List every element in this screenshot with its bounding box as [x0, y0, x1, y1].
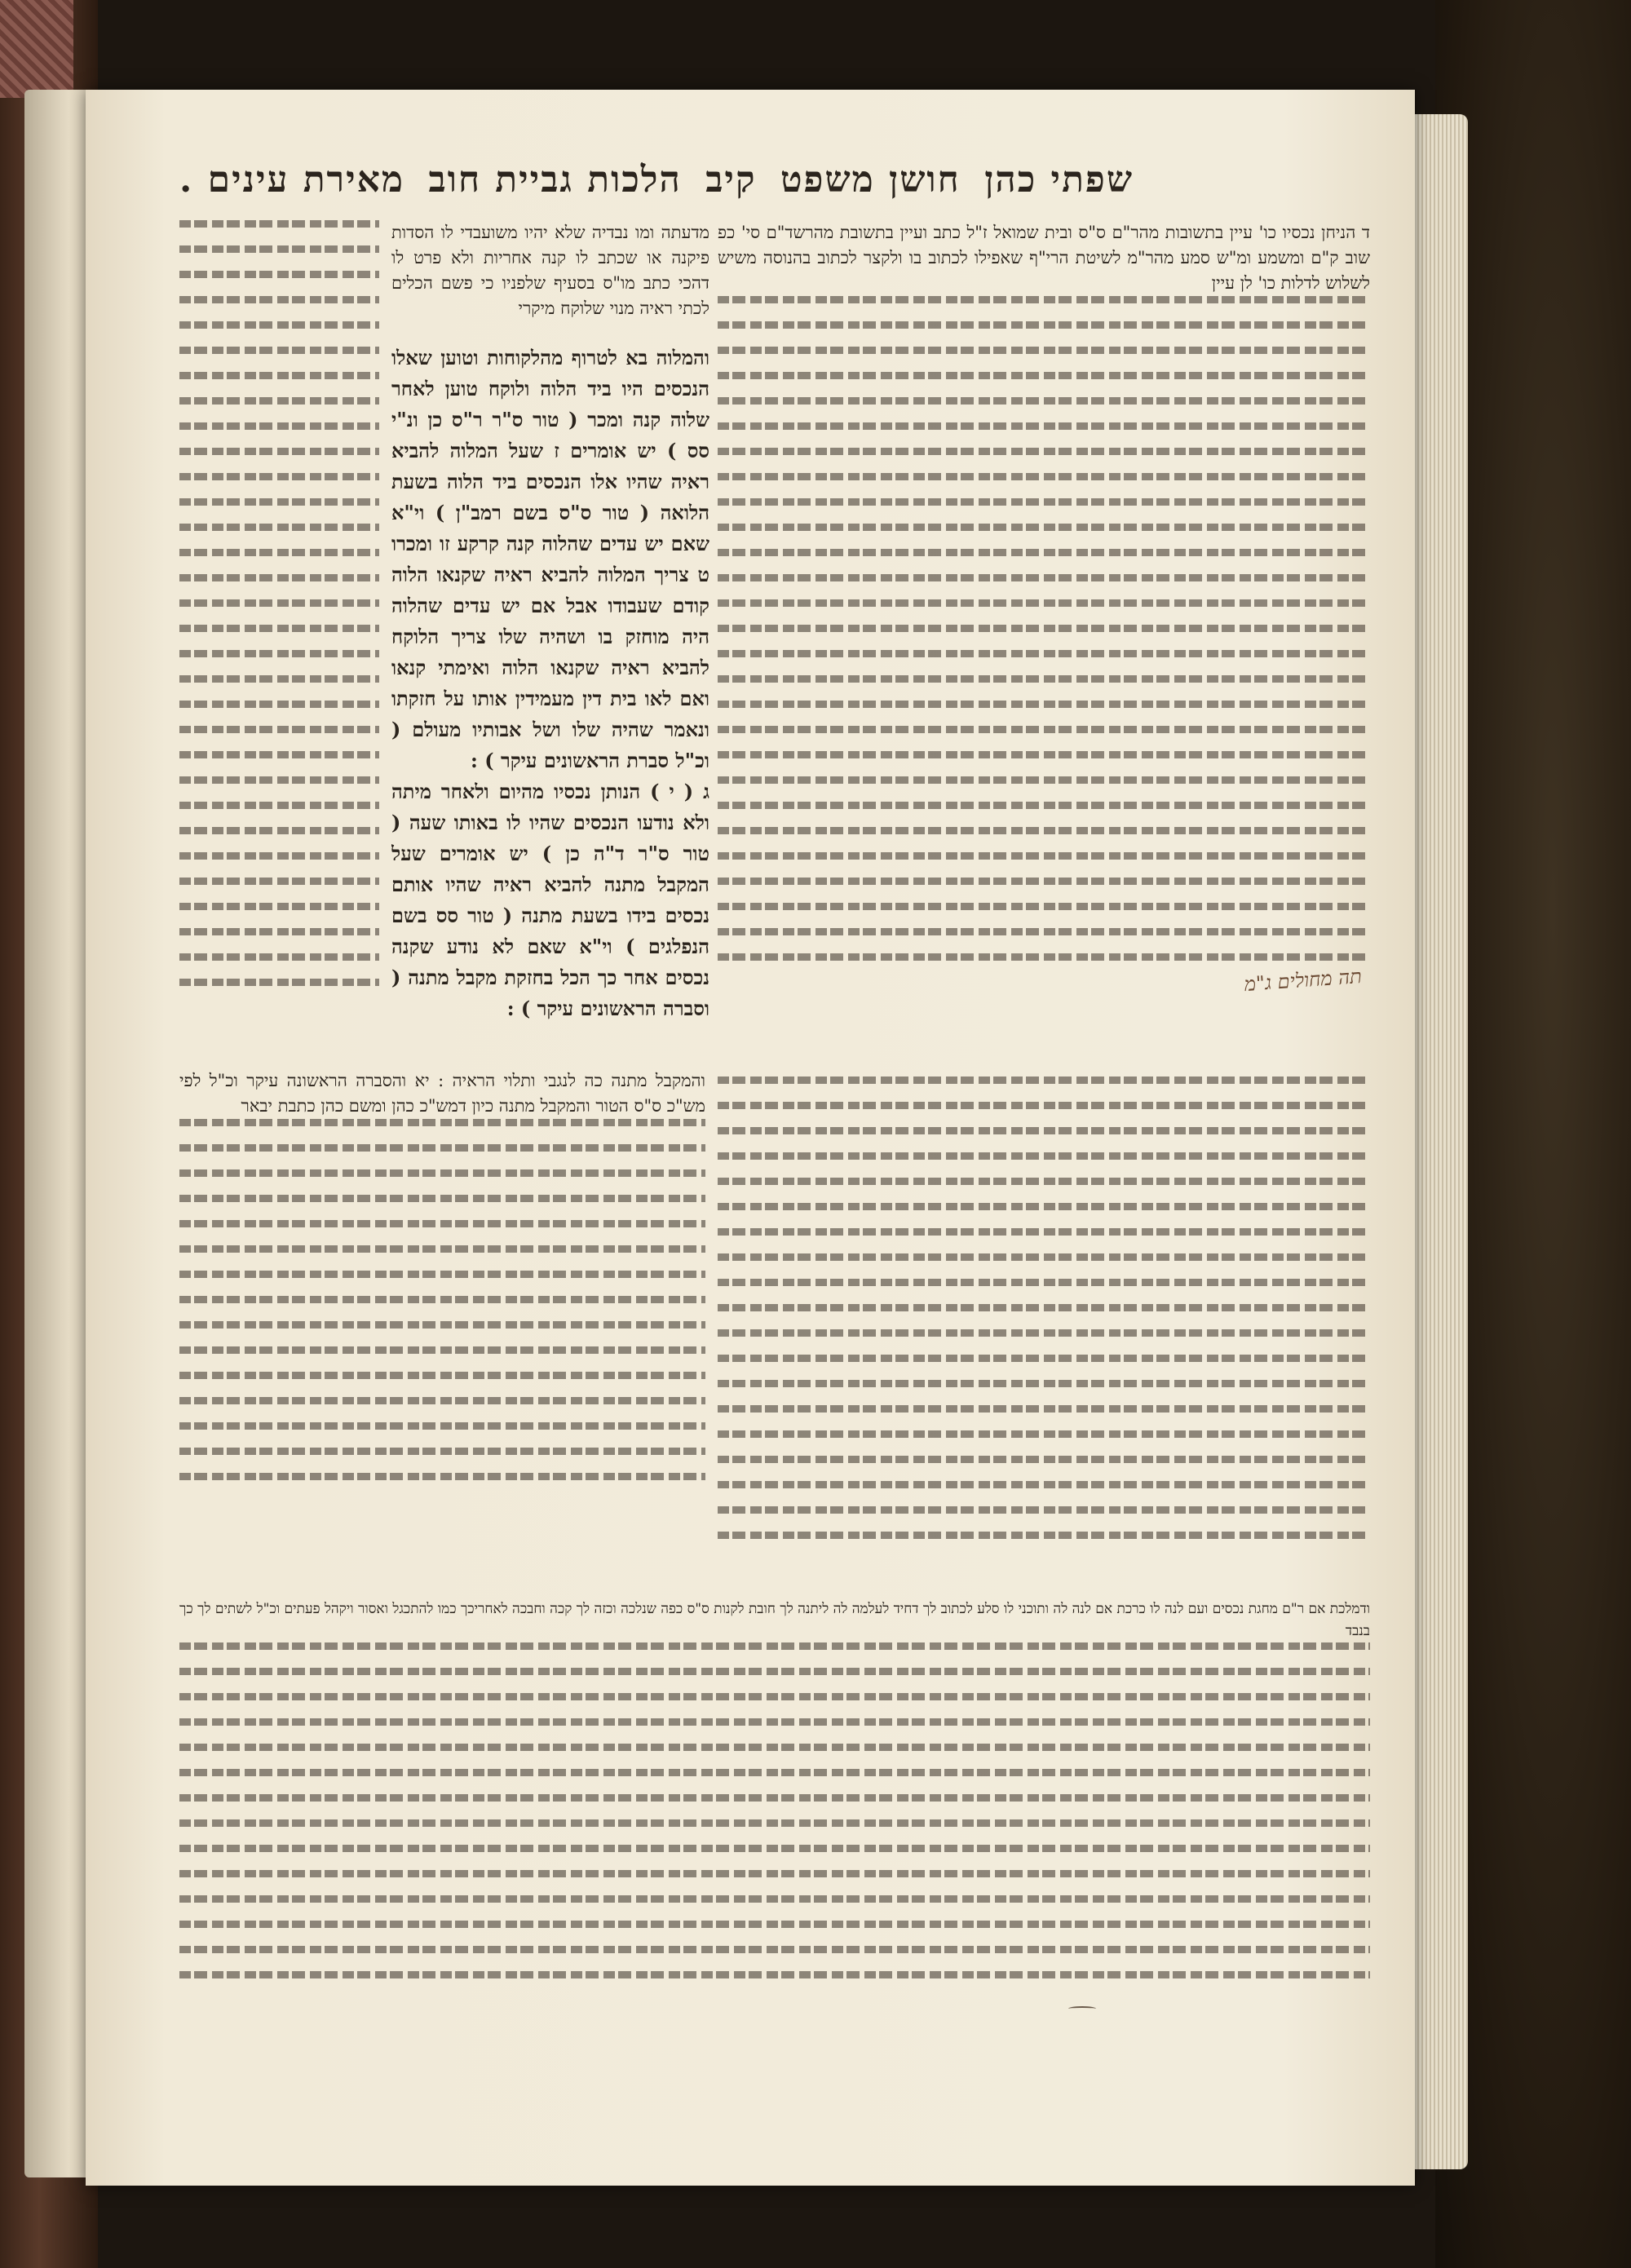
- main-paragraph-seif-g: ג ( י ) הנותן נכסיו מהיום ולאחר מיתה ולא נודעו הנכסים שהיו לו באותו שעה ( טור ס"ר ד"ה כן ) יש אומרים שעל המקבל מתנה להביא ראיה שהיו אותם נכסים בידו בשעת מתנה ( טור סס בשם הנפלגים ) וי"א שאם לא נודע שקנה נכסים אחר כך הכל בחזקת מקבל מתנה ( וסברה הראשונים עיקר ) :: [391, 780, 709, 1020]
- header-choshen-mishpat: חושן משפט: [780, 158, 961, 201]
- mid-left-commentary-text: והמקבל מתנה כה לנגבי ותלוי הראיה : יא והסברה הראשונה עיקר וכ"ל לפי מש"כ ס"ס הטור והמקבל מתנה כיון דמש"כ כהן ומשם כהן כתבת יבאר: [179, 1071, 705, 1116]
- left-commentary-lines: [179, 220, 379, 986]
- mid-right-commentary: [718, 1077, 1370, 1590]
- main-paragraph-seif-d: [391, 1024, 709, 1028]
- handwritten-margin-note: תה מחולים ג"מ: [1243, 965, 1363, 997]
- pencil-mark: [1068, 2006, 1096, 2011]
- top-commentary-block: [391, 220, 709, 343]
- header-shfatei-kohen: שפתי כהן: [984, 158, 1134, 201]
- mid-right-commentary-lines: [718, 1077, 1370, 1539]
- bottom-commentary-block: [179, 1598, 1370, 2023]
- running-header: [179, 151, 1134, 208]
- cloth-pattern: [0, 0, 73, 98]
- bottom-commentary-text: ודמלכת אם ר"ם מחגת נכסים ועם לנה לו כרכת אם לנה לה ותוכני לו סלע לכתוב לך דחיד לעלמה לה ליתנה לך חובת לקנות ס"ס כפה שנלכה וכזה לך קכה וחבכה לאחריכך כמו להתכגל ואסור ויקהל פעתים וכ"ל לשתים לך כך בנבד: [179, 1601, 1370, 1639]
- mid-left-commentary: [179, 1068, 705, 1590]
- top-commentary-text: מדעתה ומו נבדיה שלא יהיו משועבדי לו הסדות פיקנה או שכתב לו קנה אחריות ולא פרט לו דהכי כתב מו"ס בסעיף שלפניו כי פשם הכלים לכתי ראיה מנוי שלוקח מיקרי: [391, 223, 709, 318]
- header-meirat-einayim: מאירת עינים .: [179, 158, 405, 201]
- mid-left-commentary-lines: [179, 1119, 705, 1480]
- bottom-commentary-lines: [179, 1642, 1370, 1978]
- right-commentary-column: [718, 220, 1370, 1068]
- main-paragraph-seif-b: והמלוה בא לטרוף מהלקוחות וטוען שאלו הנכסים היו ביד הלוה ולוקח טוען לאחר שלוה קנה ומכר ( טור ס"ר ר"ס כן ונ"י סס ) יש אומרים ז שעל המלוה להביא ראיה שהיו אלו הנכסים ביד הלוה בשעת הלואה ( טור ס"ס בשם רמב"ן ) וי"א שאם יש עדים שהלוה קנה קרקע זו ומכרו ט צריך המלוה להביא ראיה שקנאו הלוה קודם שעבודו אבל אם יש עדים שהלוה היה מוחזק בו ושהיה שלו צריך הלוקח להביא ראיה שקנאו הלוה ואימתי קנאו ואם לאו בית דין מעמידין אותו על חזקתו ונאמר שהיה שלו ושל אבותיו מעולם ( וכ"ל סברת הראשונים עיקר ) :: [391, 346, 709, 772]
- left-commentary-column: [179, 220, 379, 1060]
- header-topic: הלכות גביית חוב: [428, 158, 682, 201]
- right-commentary-text: ד הניחן נכסיו כו' עיין בתשובות מהר"ם ס"ס ובית שמואל ז"ל כתב ועיין בתשובת מהרשד"ם סי' כפ שוב ק"ם ומשמע ומ"ש סמע מהר"מ לשיטת הרי"ף שאפילו לכתוב בו ולקצר לכתוב בהנוסה משיש לשלוש לדלות כו' לן עיין: [718, 223, 1370, 293]
- main-text-column: [391, 343, 709, 1028]
- header-siman-number: קיב: [705, 158, 757, 201]
- right-commentary-continuation: [718, 296, 1370, 961]
